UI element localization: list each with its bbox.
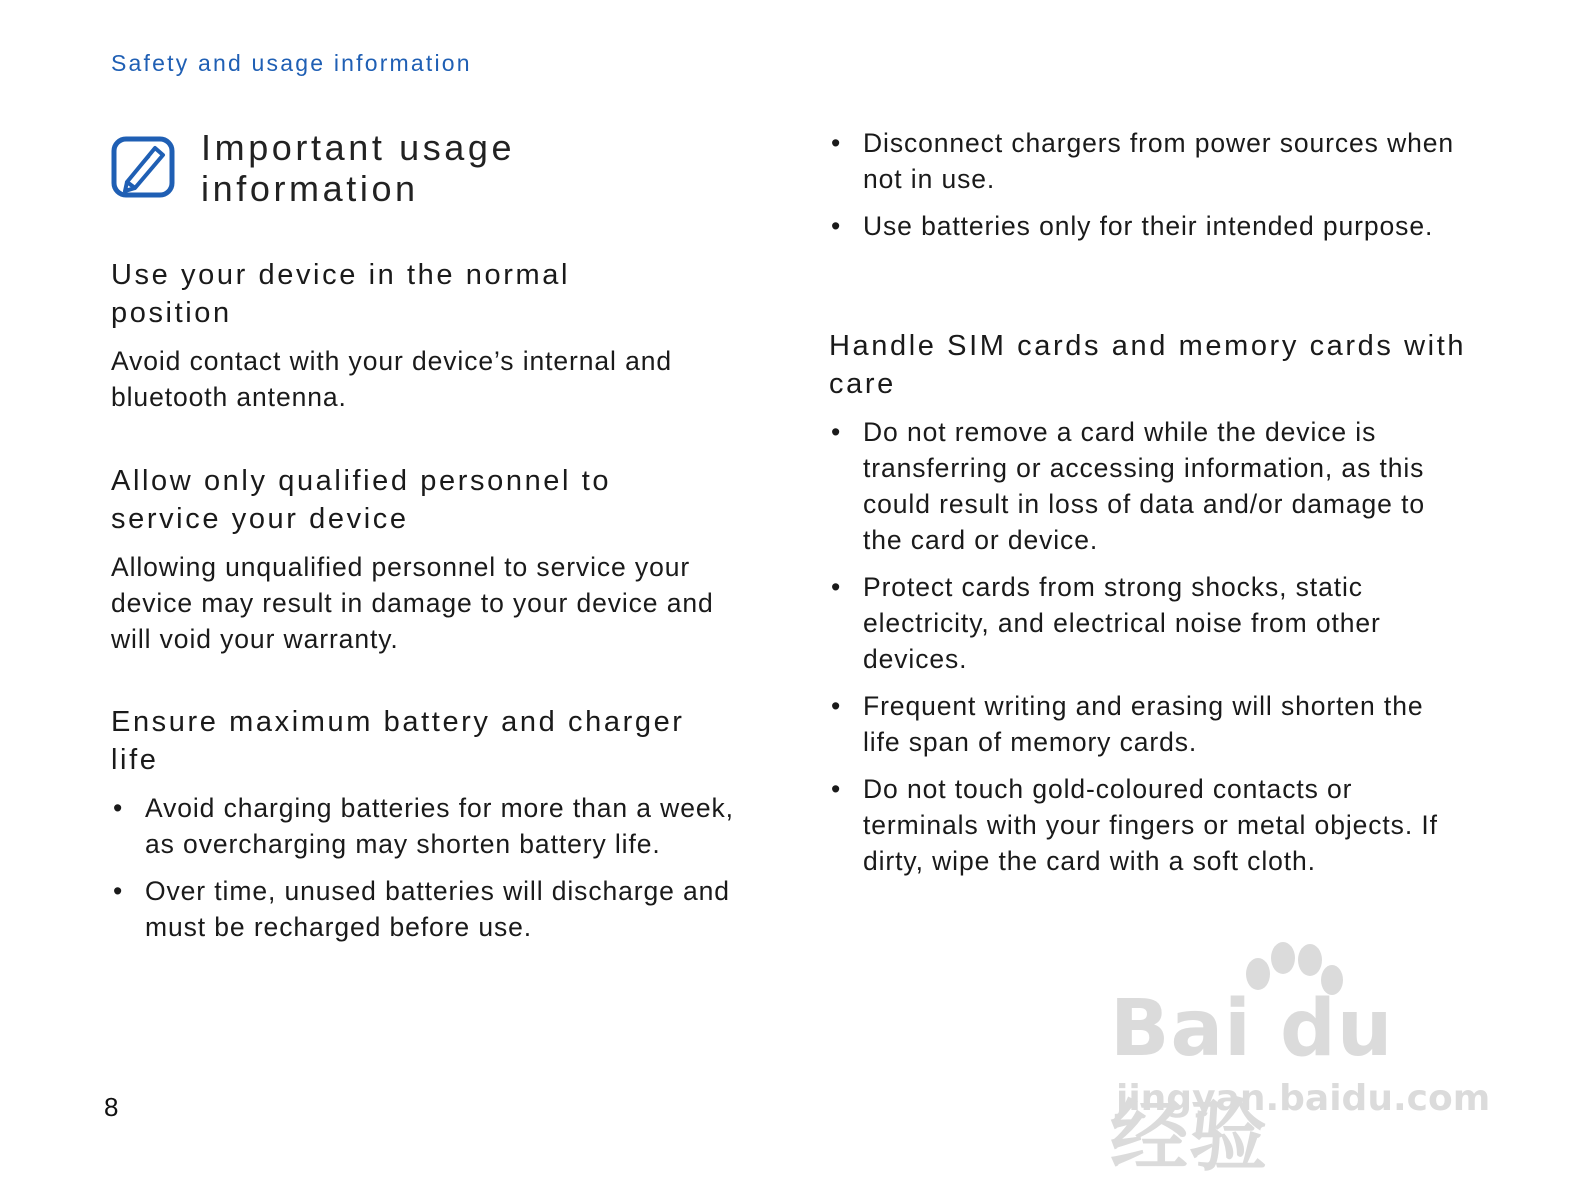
running-header: Safety and usage information	[111, 50, 472, 76]
heading-normal-position: Use your device in the normal position	[111, 259, 571, 329]
bullet-icon: •	[831, 774, 842, 804]
list-item	[829, 688, 1459, 760]
heading-qualified-personnel: Allow only qualified personnel to service your device	[111, 465, 612, 535]
list-item-text: Over time, unused batteries will discharge and must be recharged before use.	[145, 876, 730, 942]
page-number: 8	[104, 1092, 119, 1122]
watermark-url: jingyan.baidu.com	[1116, 1078, 1491, 1119]
list-item-text: Disconnect chargers from power sources when not in use.	[863, 128, 1455, 194]
bullet-icon: •	[831, 572, 842, 602]
bullet-icon: •	[113, 793, 124, 823]
heading-battery-life: Ensure maximum battery and charger life	[111, 706, 685, 776]
list-item-text: Use batteries only for their intended purpose.	[863, 211, 1434, 241]
bullet-icon: •	[831, 417, 842, 447]
bullet-icon: •	[831, 211, 842, 241]
card-bullet-list	[829, 414, 1459, 890]
list-item	[111, 873, 751, 945]
watermark-brand: Bai du 经验	[1110, 984, 1394, 1182]
list-item	[111, 790, 751, 862]
charger-bullet-list	[829, 125, 1459, 255]
bullet-icon: •	[831, 691, 842, 721]
paragraph-warranty: Allowing unqualified personnel to service your device may result in damage to your device and will void your warranty.	[111, 552, 714, 654]
section-title: Important usage information	[201, 127, 516, 209]
bullet-icon: •	[831, 128, 842, 158]
list-item-text: Protect cards from strong shocks, static electricity, and electrical noise from other devices.	[863, 572, 1381, 674]
list-item	[829, 771, 1459, 879]
list-item	[829, 569, 1459, 677]
list-item-text: Frequent writing and erasing will shorten the life span of memory cards.	[863, 691, 1424, 757]
list-item	[829, 414, 1459, 558]
list-item-text: Do not remove a card while the device is transferring or accessing information, as this could result in loss of data and/or damage to the card or device.	[863, 417, 1425, 555]
list-item-text: Do not touch gold-coloured contacts or terminals with your fingers or metal objects. If dirty, wipe the card with a soft cloth.	[863, 774, 1438, 876]
note-pencil-icon	[111, 136, 175, 198]
list-item-text: Avoid charging batteries for more than a week, as overcharging may shorten battery life.	[145, 793, 734, 859]
section-title-block	[111, 127, 671, 217]
watermark	[1110, 940, 1491, 1182]
paragraph-antenna: Avoid contact with your device’s internal and bluetooth antenna.	[111, 346, 672, 412]
list-item	[829, 208, 1459, 244]
battery-bullet-list	[111, 790, 751, 956]
bullet-icon: •	[113, 876, 124, 906]
list-item	[829, 125, 1459, 197]
heading-sim-cards: Handle SIM cards and memory cards with care	[829, 330, 1467, 400]
